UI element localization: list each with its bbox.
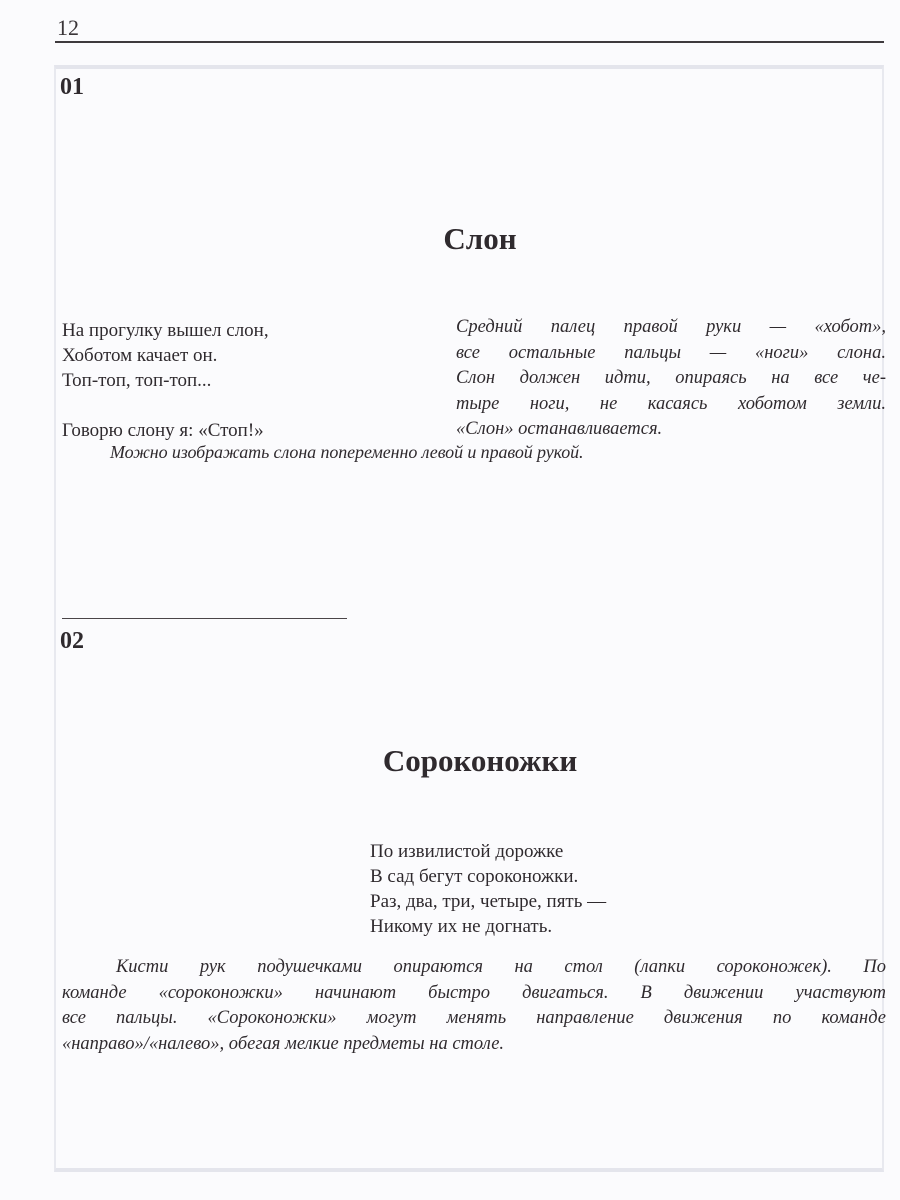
page-number: 12: [57, 15, 79, 40]
poem-slon: [62, 318, 442, 443]
instruction-line: Средний палец правой руки — «хобот»,: [456, 317, 886, 337]
instruction-line: тыре ноги, не касаясь хоботом земли.: [456, 393, 886, 414]
instruction-line: все пальцы. «Сороконожки» могут менять направление движения по команде: [62, 1008, 886, 1028]
poem-line: Раз, два, три, четыре, пять —: [370, 891, 607, 912]
poem-line: По извилистой дорожке: [370, 841, 564, 862]
header-rule: [55, 41, 884, 43]
instruction-line: Слон должен идти, опираясь на все че-: [456, 368, 886, 388]
poem-line: В сад бегут сороконожки.: [370, 866, 579, 887]
section-number-01: 01: [60, 74, 84, 100]
instruction-line: Кисти рук подушечками опираются на стол (лапки сороконожек). По: [116, 957, 886, 977]
section-divider: [62, 618, 347, 619]
instructions-slon: [456, 315, 886, 443]
exercise-title-slon: Слон: [443, 221, 517, 256]
section-number-02: 02: [60, 628, 84, 654]
instructions-sorokonozhki: [62, 955, 886, 1057]
exercise-title-sorokonozhki: Сороконожки: [382, 743, 578, 778]
poem-line: На прогулку вышел слон,: [62, 320, 269, 341]
poem-line: Никому их не догнать.: [370, 916, 553, 937]
instruction-line: «Слон» останавливается.: [456, 419, 663, 439]
instruction-line: «направо»/«налево», обегая мелкие предметы на столе.: [62, 1033, 505, 1054]
poem-sorokonozhki: [370, 839, 700, 939]
poem-line: Говорю слону я: «Стоп!»: [62, 420, 264, 441]
note-slon: Можно изображать слона попеременно левой и правой рукой.: [110, 442, 584, 462]
poem-line: Топ-топ, топ-топ...: [62, 370, 212, 391]
instruction-line: все остальные пальцы — «ноги» слона.: [456, 342, 886, 363]
poem-line: Хоботом качает он.: [62, 345, 218, 366]
poem-stanza-gap: [62, 393, 442, 418]
instruction-line: команде «сороконожки» начинают быстро двигаться. В движении участвуют: [62, 982, 886, 1003]
